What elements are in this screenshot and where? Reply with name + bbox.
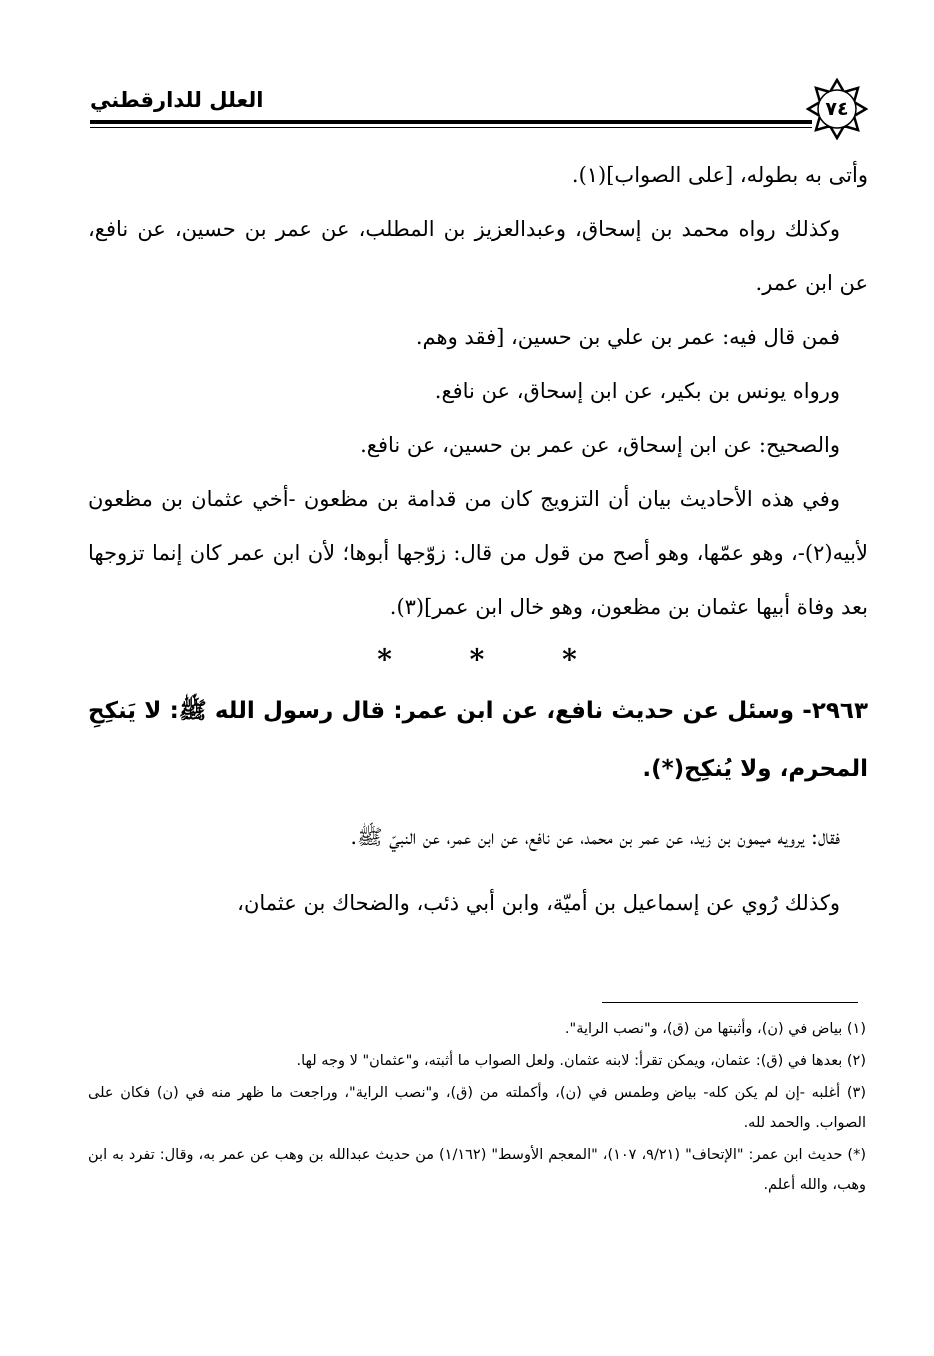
paragraph: فقال: يرويه ميمون بن زيد، عن عمر بن محمد، عن نافع، عن ابن عمر، عن النبيّ ﷺ. (350, 825, 840, 849)
spacer (88, 798, 868, 810)
footnote: (١) بياض في (ن)، وأثبتها من (ق)، و"نصب الراية". (564, 1021, 866, 1037)
page-number-badge (806, 78, 868, 140)
footnote-separator-rule (602, 1002, 858, 1003)
paragraph: والصحيح: عن ابن إسحاق، عن عمر بن حسين، عن نافع. (360, 433, 840, 457)
header-rule-thick (90, 120, 812, 124)
header-rule-thin (90, 127, 812, 128)
paragraph: وكذلك رُوي عن إسماعيل بن أميّة، وابن أبي ذئب، والضحاك بن عثمان، (237, 891, 840, 915)
footnotes (88, 1014, 866, 1202)
spacer (88, 864, 868, 876)
paragraph: ورواه يونس بن بكير، عن ابن إسحاق، عن نافع. (434, 379, 840, 403)
paragraph: وأتى به بطوله، [على الصواب](١). (571, 163, 868, 187)
page-number: ٧٤ (825, 98, 849, 120)
paragraph: وكذلك رواه محمد بن إسحاق، وعبدالعزيز بن المطلب، عن عمر بن حسين، عن نافع، عن ابن عمر. (88, 217, 868, 295)
main-text (88, 148, 868, 930)
paragraph: فمن قال فيه: عمر بن علي بن حسين، [فقد وهم. (415, 325, 840, 349)
paragraph: وفي هذه الأحاديث بيان أن التزويج كان من قدامة بن مظعون -أخي عثمان بن مظعون لأبيه(٢)-، وهو عمّها، وهو أصح من قول من قال: زوّجها أبوها؛ لأن ابن عمر كان إنما تزوجها بعد وفاة أبيها عثمان بن مظعون، وهو خال ابن عمر](٣). (88, 487, 868, 619)
section-separator (88, 640, 868, 680)
running-title: العلل للدارقطني (90, 88, 264, 112)
page-header (90, 78, 868, 150)
separator-star: * (469, 643, 487, 676)
separator-star: * (562, 643, 579, 676)
footnote: (*) حديث ابن عمر: "الإتحاف" (٩/٢١، ١٠٧)، "المعجم الأوسط" (١/١٦٢) من حديث عبدالله بن وهب عن عمر به، وقال: تفرد به ابن وهب، والله أعلم. (88, 1147, 866, 1193)
footnote: (٢) بعدها في (ق): عثمان، ويمكن تقرأ: لابنه عثمان. ولعل الصواب ما أثبته، و"عثمان" لا وجه لها. (296, 1053, 866, 1069)
entry-heading: ٢٩٦٣- وسئل عن حديث نافع، عن ابن عمر: قال رسول الله ﷺ: لا يَنكِحِ المحرم، ولا يُنكِح(*). (88, 698, 868, 782)
footnote: (٣) أغلبه -إن لم يكن كله- بياض وطمس في (ن)، وأكملته من (ق)، و"نصب الراية"، وراجعت ما ظهر منه في (ن) فكان على الصواب. والحمد لله. (88, 1085, 866, 1131)
separator-star: * (377, 643, 394, 676)
